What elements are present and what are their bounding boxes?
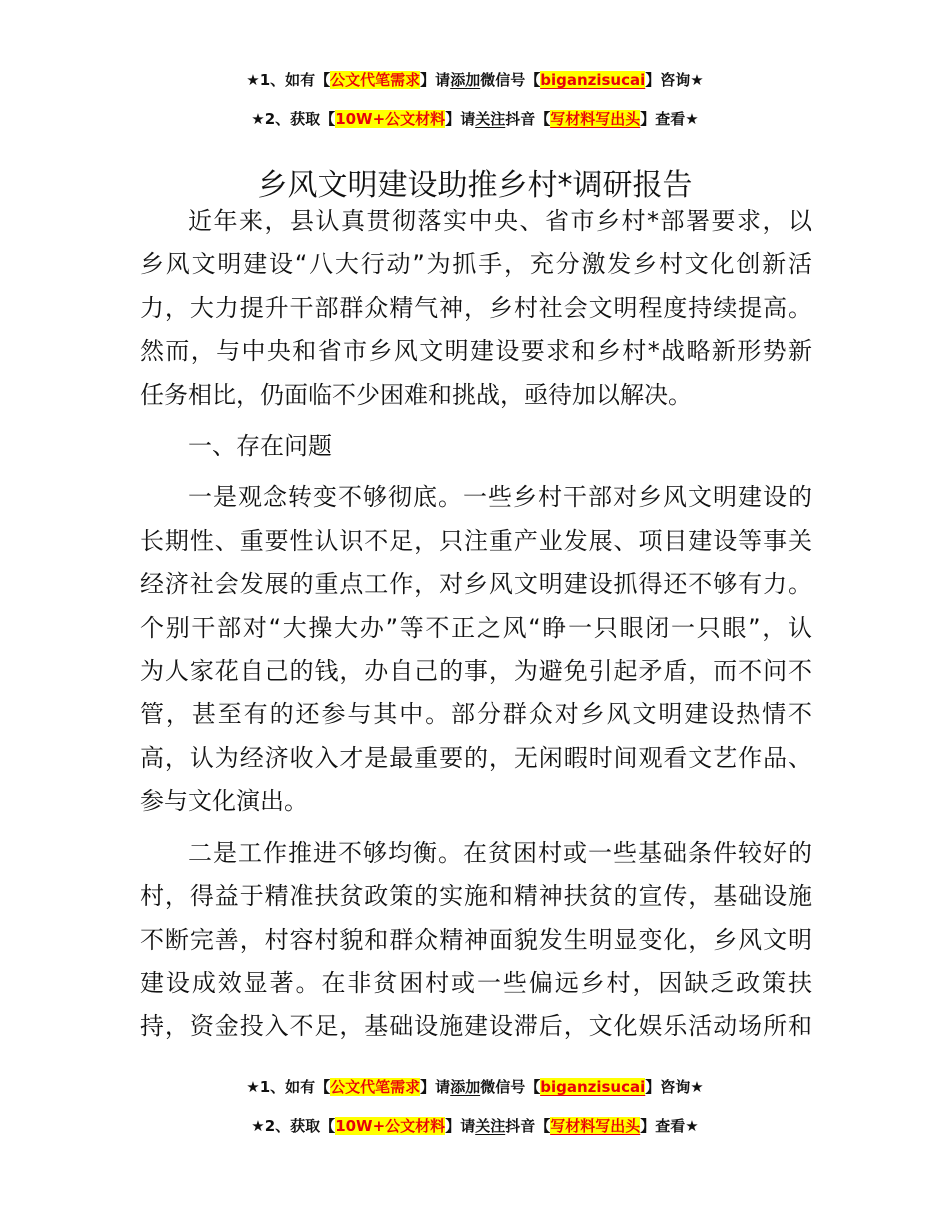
highlight-tag: 公文代笔需求: [330, 1078, 421, 1096]
banner-text: 】请: [445, 110, 476, 128]
text-line: 经济社会发展的重点工作，对乡风文明建设抓得还不够有力。: [140, 570, 812, 599]
text-line: 然而，与中央和省市乡风文明建设要求和乡村*战略新形势新: [140, 337, 812, 366]
highlight-tag: 10W+公文材料: [335, 110, 446, 128]
banner-text: 】请: [420, 1078, 451, 1096]
banner-text: 抖音【: [505, 110, 551, 128]
text-line: 力，大力提升干部群众精气神，乡村社会文明程度持续提高。: [140, 293, 812, 322]
banner-line-2: [0, 109, 950, 129]
text-line: 持，资金投入不足，基础设施建设滞后，文化娱乐活动场所和: [140, 1012, 812, 1041]
text-line: 长期性、重要性认识不足，只注重产业发展、项目建设等事关: [140, 526, 812, 555]
wechat-id: biganzisucai: [540, 1078, 646, 1096]
text-line: 建设成效显著。在非贫困村或一些偏远乡村，因缺乏政策扶: [140, 968, 812, 997]
text-line: 近年来，县认真贯彻落实中央、省市乡村*部署要求，以: [188, 207, 812, 235]
text-line: 村，得益于精准扶贫政策的实施和精神扶贫的宣传，基础设施: [140, 882, 812, 911]
douyin-id: 写材料写出头: [550, 1117, 641, 1135]
banner-text: 微信号【: [480, 71, 541, 89]
paragraph-problem-1: [140, 476, 812, 823]
document-body: [140, 200, 812, 1049]
underlined-word: 添加: [450, 71, 481, 89]
text-line: 乡风文明建设“八大行动”为抓手，充分激发乡村文化创新活: [140, 250, 812, 279]
text-line: 管，甚至有的还参与其中。部分群众对乡风文明建设热情不: [140, 700, 812, 729]
banner-text: 】查看★: [640, 1117, 699, 1135]
text-line: 参与文化演出。: [140, 787, 308, 816]
highlight-tag: 10W+公文材料: [335, 1117, 446, 1135]
text-line: 一是观念转变不够彻底。一些乡村干部对乡风文明建设的: [188, 483, 812, 512]
banner-text: 】请: [445, 1117, 476, 1135]
banner-text: 】咨询★: [645, 71, 704, 89]
heading-line: 一、存在问题: [188, 432, 332, 461]
banner-line-1: [0, 70, 950, 90]
banner-text: 微信号【: [480, 1078, 541, 1096]
banner-text: 】查看★: [640, 110, 699, 128]
highlight-tag: 公文代笔需求: [330, 71, 421, 89]
underlined-word: 关注: [475, 110, 506, 128]
banner-text: ★2、获取【: [251, 1117, 336, 1135]
header-banner: [0, 70, 950, 129]
text-line: 二是工作推进不够均衡。在贫困村或一些基础条件较好的: [188, 838, 812, 867]
banner-text: ★2、获取【: [251, 110, 336, 128]
text-line: 个别干部对“大操大办”等不正之风“睁一只眼闭一只眼”，认: [140, 613, 812, 642]
text-line: 任务相比，仍面临不少困难和挑战，亟待加以解决。: [140, 380, 692, 409]
paragraph-problem-2: [140, 832, 812, 1049]
text-line: 高，认为经济收入才是最重要的，无闲暇时间观看文艺作品、: [140, 743, 812, 772]
banner-text: 】请: [420, 71, 451, 89]
document-title: 乡风文明建设助推乡村*调研报告: [257, 168, 693, 204]
footer-banner: [0, 1077, 950, 1136]
section-heading: [140, 425, 812, 468]
banner-text: ★1、如有【: [246, 71, 331, 89]
paragraph-intro: [140, 200, 812, 417]
underlined-word: 添加: [450, 1078, 481, 1096]
douyin-id: 写材料写出头: [550, 110, 641, 128]
banner-text: ★1、如有【: [246, 1078, 331, 1096]
banner-line-1: [0, 1077, 950, 1097]
wechat-id: biganzisucai: [540, 71, 646, 89]
text-line: 为人家花自己的钱，办自己的事，为避免引起矛盾，而不问不: [140, 657, 812, 686]
banner-text: 】咨询★: [645, 1078, 704, 1096]
banner-text: 抖音【: [505, 1117, 551, 1135]
banner-line-2: [0, 1116, 950, 1136]
underlined-word: 关注: [475, 1117, 506, 1135]
text-line: 不断完善，村容村貌和群众精神面貌发生明显变化，乡风文明: [140, 925, 812, 954]
